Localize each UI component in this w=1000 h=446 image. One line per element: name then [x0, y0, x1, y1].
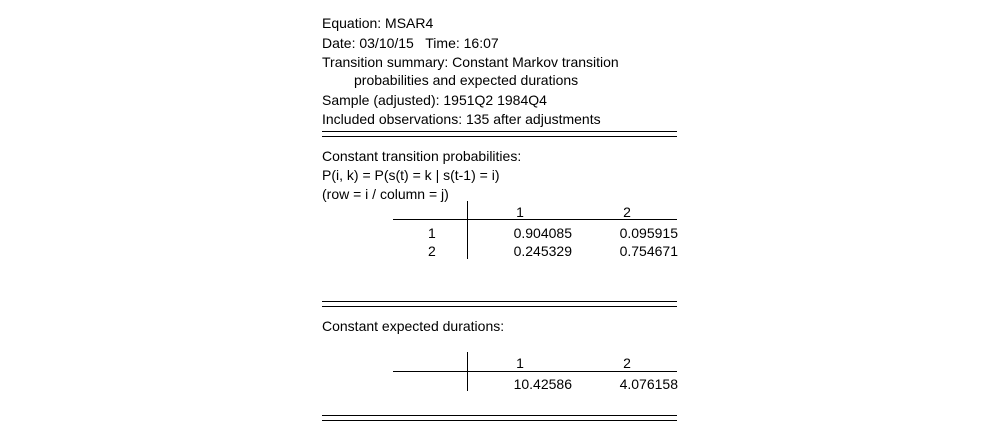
double-rule-bottom: [322, 415, 677, 421]
transition-title: Constant transition probabilities:: [322, 148, 522, 164]
transition-cell-2-2: 0.754671: [619, 243, 678, 259]
transition-orientation: (row = i / column = j): [322, 186, 449, 202]
durations-title: Constant expected durations:: [322, 318, 505, 334]
double-rule-middle: [322, 301, 677, 307]
transition-formula: P(i, k) = P(s(t) = k | s(t-1) = i): [322, 167, 500, 183]
transition-col-header-1: 1: [516, 204, 524, 220]
double-rule-top: [322, 131, 677, 137]
summary-line-1: Transition summary: Constant Markov transition: [322, 54, 619, 70]
transition-cell-1-2: 0.095915: [619, 225, 678, 241]
duration-value-2: 4.076158: [619, 376, 678, 392]
durations-col-header-1: 1: [516, 355, 524, 371]
date-time: Date: 03/10/15 Time: 16:07: [322, 35, 499, 51]
equation-name: Equation: MSAR4: [322, 15, 434, 31]
summary-line-2: probabilities and expected durations: [354, 72, 579, 88]
durations-header-rule: [393, 371, 677, 372]
transition-col-header-2: 2: [623, 204, 631, 220]
transition-row-label-1: 1: [428, 225, 436, 241]
transition-vertical-rule: [467, 201, 468, 259]
transition-row-label-2: 2: [428, 243, 436, 259]
included-observations: Included observations: 135 after adjustments: [322, 111, 601, 127]
duration-value-1: 10.42586: [513, 376, 572, 392]
transition-cell-1-1: 0.904085: [513, 225, 572, 241]
durations-col-header-2: 2: [623, 355, 631, 371]
sample-range: Sample (adjusted): 1951Q2 1984Q4: [322, 92, 547, 108]
transition-cell-2-1: 0.245329: [513, 243, 572, 259]
